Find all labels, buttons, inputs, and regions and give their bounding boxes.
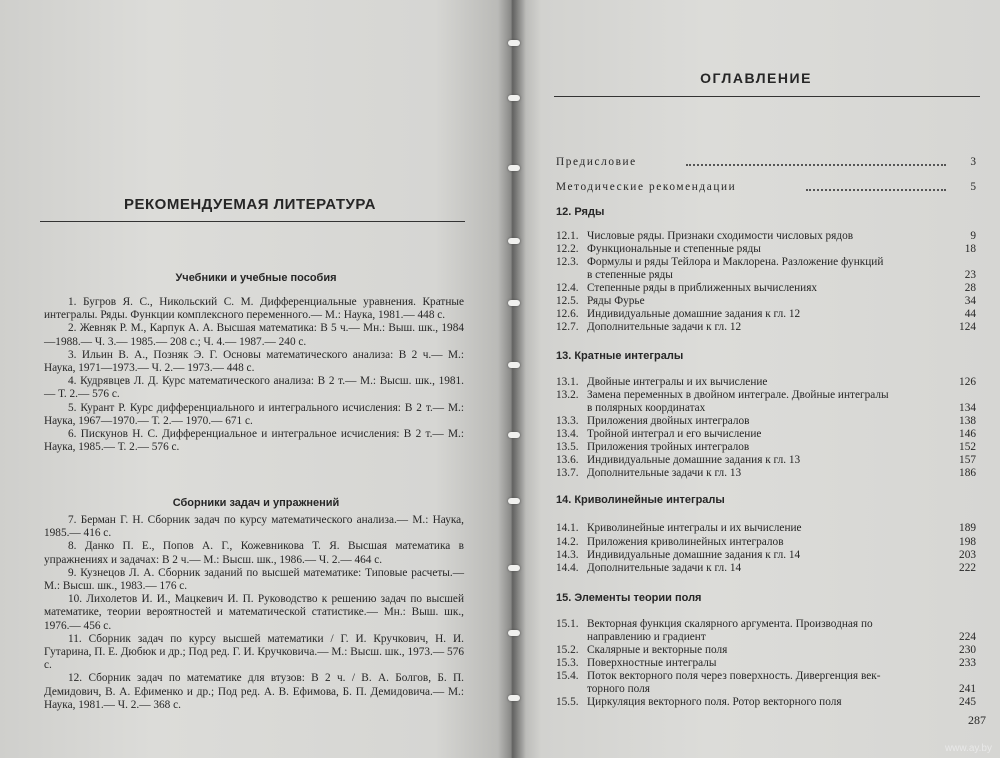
title-rule [40,221,465,222]
toc-page-number: 3 [970,156,976,168]
binding-stitch [508,238,520,244]
reference-item: 2. Жевняк Р. М., Карпук А. А. Высшая математика: В 5 ч.— Мн.: Выш. шк., 1984—1988.— Ч. 3.— 1985.— 208 с.; Ч. 4.— 1987.— 240 с. [44,322,464,348]
binding-stitch [508,362,520,368]
dot-leader [686,164,946,166]
toc-page-number: 134 [959,402,976,414]
chapter-heading-15: 15. Элементы теории поля [556,592,702,604]
toc-entry-12-4 [556,281,976,295]
toc-entry-15-1 [556,617,976,631]
toc-entry-13-2-cont [556,401,976,415]
toc-entry-12-5 [556,294,976,308]
toc-entry-14-1 [556,521,976,535]
toc-entry-text: Приложения тройных интегралов [587,441,750,453]
toc-page-number: 34 [964,295,976,307]
toc-page-number: 146 [959,428,976,440]
binding-stitch [508,300,520,306]
toc-entry-15-5 [556,695,976,709]
toc-entry-15-3 [556,656,976,670]
reference-item: 8. Данко П. Е., Попов А. Г., Кожевникова Т. Я. Высшая математика в упражнениях и задачах: В 2 ч.— М.: Высш. шк., 1986.— Ч. 2.— 464 с. [44,540,464,566]
references-title: РЕКОМЕНДУЕМАЯ ЛИТЕРАТУРА [124,196,376,213]
toc-entry-text: Тройной интеграл и его вычисление [587,428,762,440]
toc-entry-text: Поток векторного поля через поверхность. Дивергенция век- [587,670,881,682]
toc-entry-number: 14.3. [556,549,579,561]
toc-entry-text: Индивидуальные домашние задания к гл. 13 [587,454,801,466]
toc-entry-12-7 [556,320,976,334]
toc-entry-text: Методические рекомендации [556,181,737,193]
toc-entry-number: 12.2. [556,243,579,255]
toc-page-number: 44 [964,308,976,320]
toc-entry-text: Ряды Фурье [587,295,645,307]
toc-entry-text: Формулы и ряды Тейлора и Маклорена. Разложение функций [587,256,884,268]
section-heading-textbooks: Учебники и учебные пособия [175,272,337,284]
toc-entry-15-2 [556,643,976,657]
book-spine [498,0,526,758]
toc-entry-number: 13.7. [556,467,579,479]
toc-entry-12-2 [556,242,976,256]
chapter-heading-13: 13. Кратные интегралы [556,350,684,362]
toc-page-number: 233 [959,657,976,669]
reference-item: 10. Лихолетов И. И., Мацкевич И. П. Руководство к решению задач по высшей математике, теории вероятностей и математической статистике.— Мн.: Выш. шк., 1976.— 456 с. [44,593,464,632]
toc-entry-13-7 [556,466,976,480]
reference-item: 12. Сборник задач по математике для втузов: В 2 ч. / В. А. Болгов, Б. П. Демидович, В. А. Ефименко и др.; Под ред. А. В. Ефимова, Б. П. Демидовича.— М.: Наука, 1981.— Ч. 2.— 368 с. [44,672,464,711]
reference-item: 4. Кудрявцев Л. Д. Курс математического анализа: В 2 т.— М.: Высш. шк., 1981.— Т. 2.— 576 с. [44,375,464,401]
toc-entry-15-4 [556,669,976,683]
toc-page-number: 224 [959,631,976,643]
textbooks-list [44,296,464,454]
toc-entry-text: Скалярные и векторные поля [587,644,728,656]
toc-entry-number: 12.1. [556,230,579,242]
toc-entry-text: Замена переменных в двойном интеграле. Двойные интегралы [587,389,889,401]
toc-entry-13-3 [556,414,976,428]
binding-stitch [508,95,520,101]
reference-item: 1. Бугров Я. С., Никольский С. М. Дифференциальные уравнения. Кратные интегралы. Ряды. Функции комплексного переменного.— М.: Наука, 1981.— 448 с. [44,296,464,322]
toc-entry-number: 15.2. [556,644,579,656]
binding-stitch [508,565,520,571]
toc-entry-number: 15.3. [556,657,579,669]
toc-page-number: 18 [964,243,976,255]
toc-entry-14-3 [556,548,976,562]
toc-page-number: 124 [959,321,976,333]
toc-rule [554,96,980,97]
toc-entry-text: в степенные ряды [587,269,673,281]
toc-page-number: 28 [964,282,976,294]
toc-entry-15-1-cont [556,630,976,644]
toc-entry-number: 14.2. [556,536,579,548]
toc-page-number: 186 [959,467,976,479]
toc-entry-12-1 [556,229,976,243]
toc-entry-text: Двойные интегралы и их вычисление [587,376,768,388]
toc-page-number: 230 [959,644,976,656]
toc-entry-number: 15.4. [556,670,579,682]
toc-entry-preface [556,155,976,169]
toc-page-number: 198 [959,536,976,548]
toc-entry-text: Дополнительные задачи к гл. 13 [587,467,742,479]
toc-entry-number: 14.4. [556,562,579,574]
toc-title: ОГЛАВЛЕНИЕ [700,70,812,86]
toc-entry-text: Приложения криволинейных интегралов [587,536,784,548]
toc-page-number: 126 [959,376,976,388]
toc-entry-text: Предисловие [556,156,637,168]
toc-page-number: 245 [959,696,976,708]
toc-entry-number: 13.1. [556,376,579,388]
toc-page-number: 241 [959,683,976,695]
binding-stitch [508,165,520,171]
toc-entry-text: Числовые ряды. Признаки сходимости числовых рядов [587,230,854,242]
toc-entry-15-4-cont [556,682,976,696]
toc-entry-number: 12.7. [556,321,579,333]
toc-page-number: 203 [959,549,976,561]
toc-entry-text: Степенные ряды в приближенных вычислениях [587,282,818,294]
toc-entry-13-5 [556,440,976,454]
dot-leader [806,189,946,191]
toc-entry-14-2 [556,535,976,549]
toc-entry-12-3 [556,255,976,269]
toc-entry-number: 12.4. [556,282,579,294]
toc-entry-text: Индивидуальные домашние задания к гл. 12 [587,308,801,320]
binding-stitch [508,498,520,504]
reference-item: 9. Кузнецов Л. А. Сборник заданий по высшей математике: Типовые расчеты.— М.: Высш. шк., 1983.— 176 с. [44,566,464,593]
chapter-heading-14: 14. Криволинейные интегралы [556,494,725,506]
binding-stitch [508,432,520,438]
toc-entry-number: 13.4. [556,428,579,440]
toc-entry-number: 13.3. [556,415,579,427]
toc-page-number: 138 [959,415,976,427]
toc-page-number: 152 [959,441,976,453]
toc-page-number: 9 [970,230,976,242]
reference-item: 11. Сборник задач по курсу высшей математики / Г. И. Кручкович, Н. И. Гутарина, П. Е. Дюбюк и др.; Под ред. Г. И. Кручковича.— М.: Высш. шк., 1973.— 576 с. [44,632,464,672]
toc-entry-text: Приложения двойных интегралов [587,415,750,427]
toc-page-number: 157 [959,454,976,466]
toc-entry-guidelines [556,180,976,194]
toc-entry-number: 15.5. [556,696,579,708]
toc-entry-12-6 [556,307,976,321]
toc-entry-text: Циркуляция векторного поля. Ротор векторного поля [587,696,842,708]
toc-entry-text: Криволинейные интегралы и их вычисление [587,522,802,534]
toc-page-number: 23 [964,269,976,281]
reference-item: 7. Берман Г. Н. Сборник задач по курсу математического анализа.— М.: Наука, 1985.— 416 с. [44,514,464,540]
toc-entry-text: Дополнительные задачи к гл. 12 [587,321,742,333]
toc-entry-13-6 [556,453,976,467]
toc-entry-12-3-cont [556,268,976,282]
toc-entry-text: Векторная функция скалярного аргумента. Производная по [587,618,873,630]
toc-entry-13-4 [556,427,976,441]
toc-page-number: 222 [959,562,976,574]
toc-entry-number: 13.6. [556,454,579,466]
toc-entry-text: Функциональные и степенные ряды [587,243,761,255]
toc-entry-number: 13.5. [556,441,579,453]
section-heading-problem-books: Сборники задач и упражнений [172,497,340,509]
toc-entry-text: Дополнительные задачи к гл. 14 [587,562,742,574]
toc-entry-number: 12.5. [556,295,579,307]
reference-item: 5. Курант Р. Курс дифференциального и интегрального исчисления: В 2 т.— М.: Наука, 1967—1970.— Т. 2.— 1970.— 671 с. [44,401,464,427]
reference-item: 6. Пискунов Н. С. Дифференциальное и интегральное исчисления: В 2 т.— М.: Наука, 1985.— Т. 2.— 576 с. [44,428,464,454]
toc-entry-number: 12.6. [556,308,579,320]
toc-entry-number: 13.2. [556,389,579,401]
toc-entry-13-2 [556,388,976,402]
binding-stitch [508,695,520,701]
right-page [512,0,1000,758]
toc-entry-13-1 [556,375,976,389]
toc-entry-number: 14.1. [556,522,579,534]
toc-entry-14-4 [556,561,976,575]
reference-item: 3. Ильин В. А., Позняк Э. Г. Основы математического анализа: В 2 ч.— М.: Наука, 1971—1973.— Ч. 2.— 1973.— 448 с. [44,348,464,375]
toc-entry-text: в полярных координатах [587,402,706,414]
toc-entry-text: торного поля [587,683,650,695]
binding-stitch [508,40,520,46]
watermark: www.ay.by [944,743,992,754]
toc-entry-text: Индивидуальные домашние задания к гл. 14 [587,549,801,561]
chapter-heading-12: 12. Ряды [556,206,605,218]
problem-books-list [44,514,464,712]
toc-page-number: 5 [970,181,976,193]
toc-entry-number: 12.3. [556,256,579,268]
page-number: 287 [968,713,986,727]
binding-stitch [508,630,520,636]
toc-entry-number: 15.1. [556,618,579,630]
toc-page-number: 189 [959,522,976,534]
toc-entry-text: направлению и градиент [587,631,706,643]
toc-entry-text: Поверхностные интегралы [587,657,717,669]
